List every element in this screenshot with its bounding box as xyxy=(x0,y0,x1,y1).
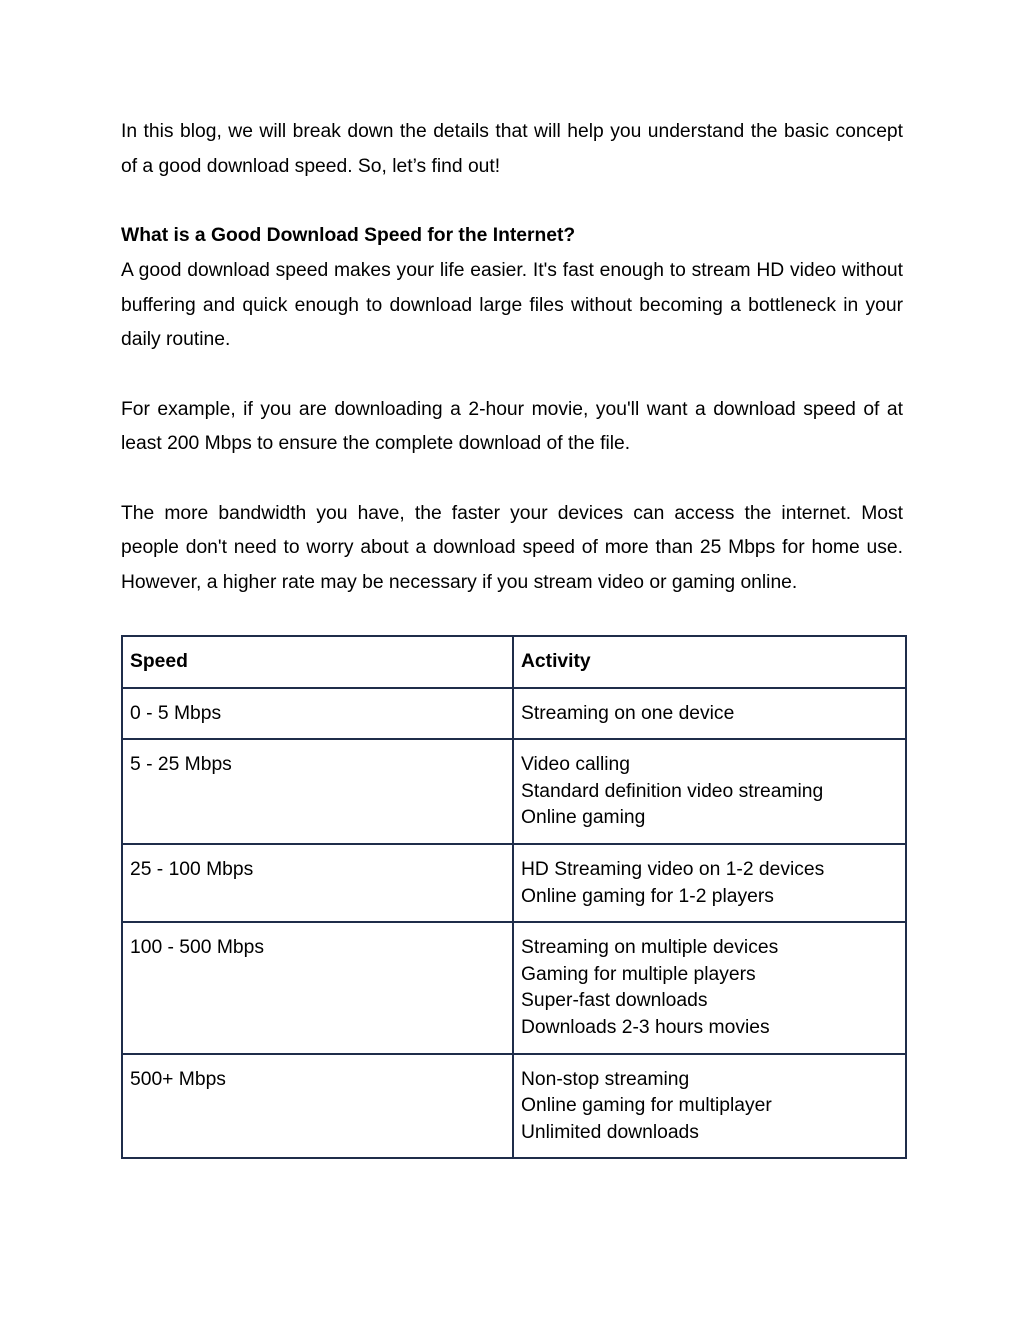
document-body xyxy=(121,115,903,601)
speed-cell: 0 - 5 Mbps xyxy=(122,688,513,740)
table-row xyxy=(122,688,906,740)
speed-activity-table xyxy=(121,635,907,1159)
spacer xyxy=(121,462,903,497)
activity-item: Standard definition video streaming xyxy=(521,780,824,802)
activity-cell xyxy=(513,1054,906,1159)
table-row xyxy=(122,739,906,844)
spacer xyxy=(121,358,903,393)
table-row xyxy=(122,922,906,1053)
activity-cell xyxy=(513,922,906,1053)
activity-cell xyxy=(513,739,906,844)
header-speed: Speed xyxy=(122,636,513,688)
activity-item: Gaming for multiple players xyxy=(521,963,756,985)
activity-item: HD Streaming video on 1-2 devices xyxy=(521,858,825,880)
activity-item: Online gaming for multiplayer xyxy=(521,1095,772,1117)
activity-item: Downloads 2-3 hours movies xyxy=(521,1016,770,1038)
intro-paragraph: In this blog, we will break down the details that will help you understand the basic concept of a good download speed. So, let’s find out! xyxy=(121,121,903,177)
activity-item: Video calling xyxy=(521,754,630,776)
activity-item: Streaming on multiple devices xyxy=(521,937,779,959)
paragraph-example: For example, if you are downloading a 2-hour movie, you'll want a download speed of at least 200 Mbps to ensure the complete download of the file. xyxy=(121,398,903,455)
table-row xyxy=(122,844,906,922)
activity-item: Non-stop streaming xyxy=(521,1068,690,1090)
paragraph-good-speed: A good download speed makes your life easier. It's fast enough to stream HD video without buffering and quick enough to download large files without becoming a bottleneck in your daily routine. xyxy=(121,259,903,351)
activity-item: Unlimited downloads xyxy=(521,1121,699,1143)
section-heading: What is a Good Download Speed for the Internet? xyxy=(121,225,576,247)
activity-cell xyxy=(513,688,906,740)
speed-cell: 5 - 25 Mbps xyxy=(122,739,513,844)
speed-cell: 25 - 100 Mbps xyxy=(122,844,513,922)
header-activity: Activity xyxy=(513,636,906,688)
activity-item: Online gaming xyxy=(521,807,646,829)
table-row xyxy=(122,1054,906,1159)
activity-cell xyxy=(513,844,906,922)
table-header-row xyxy=(122,636,906,688)
activity-item: Streaming on one device xyxy=(521,702,735,724)
spacer xyxy=(121,184,903,219)
activity-item: Online gaming for 1-2 players xyxy=(521,885,774,907)
paragraph-bandwidth: The more bandwidth you have, the faster your devices can access the internet. Most people don't need to worry about a download speed of more than 25 Mbps for home use. However, a higher rate may be necessary if you stream video or gaming online. xyxy=(121,502,903,594)
speed-cell: 100 - 500 Mbps xyxy=(122,922,513,1053)
speed-cell: 500+ Mbps xyxy=(122,1054,513,1159)
activity-item: Super-fast downloads xyxy=(521,990,708,1012)
